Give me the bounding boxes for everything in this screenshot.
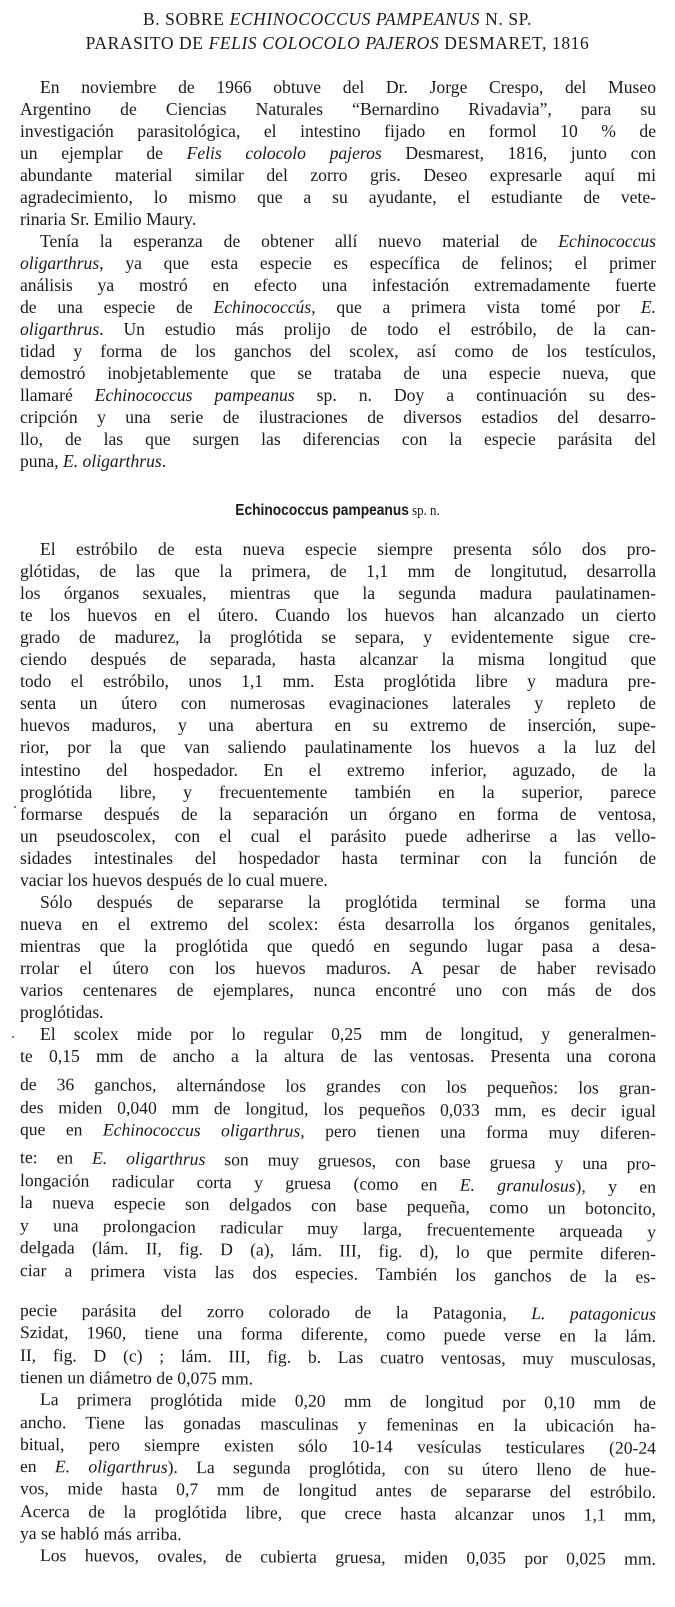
text-line: varios centenares de ejemplares, nunca encontré uno con más de dos [20, 980, 656, 1000]
title-line-2 [0, 33, 675, 54]
text-line: investigación parasitológica, el intestino fijado en formol 10 % de [20, 121, 656, 141]
text-line: bitual, pero siempre existen sólo 10-14 vesículas testiculares (20-24 [19, 1433, 657, 1458]
species-name: oligarthrus [20, 319, 100, 339]
title-text: B. SOBRE [142, 9, 230, 29]
text-line: agradecimiento, lo mismo que a su ayudante, el estudiante de vete- [20, 187, 656, 207]
scan-speck [12, 1036, 14, 1038]
title-line-1 [0, 9, 675, 30]
species-name: Echinococcus [558, 231, 656, 251]
text-run: de una especie de [20, 297, 214, 317]
text-line: ancho. Tiene las gonadas masculinas y femeninas en la ubicación ha- [19, 1411, 657, 1436]
text-run: son muy gruesos, con base gruesa y una pro- [205, 1148, 657, 1174]
text-line: proglótida libre, y frecuentemente también en la superior, parece [20, 781, 656, 802]
text-line: vos, mide hasta 0,7 mm de longitud antes de separarse del estróbilo. [19, 1478, 657, 1503]
text-line: te los huevos en el útero. Cuando los huevos han alcanzado un cierto [20, 605, 656, 626]
species-name: E. granulosus [459, 1174, 576, 1196]
species-name: Felis colocolo pajeros [186, 143, 382, 163]
species-name: oligarthrus [20, 253, 100, 273]
text-run: en [19, 1456, 55, 1477]
text-line [40, 230, 656, 252]
text-line: mientras que la proglótida que quedó en segundo lugar pasa a desa- [20, 935, 656, 956]
text-run: sp. n. Doy a continuación su des- [294, 385, 656, 405]
text-line [20, 252, 656, 274]
text-line: formarse después de la separación un órgano en forma de ventosa, [20, 803, 656, 824]
section-heading [47, 502, 628, 520]
species-name: E. oligarthrus [54, 1456, 168, 1477]
text-run: ). La segunda proglótida, con su útero lleno de hue- [167, 1456, 657, 1480]
text-run: Tenía la esperanza de obtener allí nuevo material de [40, 231, 559, 251]
text-run: un ejemplar de [20, 143, 187, 163]
text-run: llamaré [20, 385, 95, 405]
text-line: ya se habló más arriba. [19, 1523, 182, 1544]
scan-speck [14, 806, 16, 808]
heading-species: Echinococcus pampeanus [235, 502, 409, 519]
text-line: la nueva especie son delgados con base pequeña, como un botoncito, [19, 1192, 657, 1219]
text-line: demostró inobjetablemente que se trataba de una especie nueva, que [20, 363, 656, 383]
text-line: abundante material similar del zorro gris. Deseo expresarle aquí mi [20, 165, 656, 185]
species-name: E. oligarthrus [63, 451, 162, 471]
text-line: II, fig. D (c) ; lám. III, fig. b. Las cuatro ventosas, muy musculosas, [19, 1344, 657, 1369]
text-line: un pseudoscolex, con el cual el parásito puede adherirse a las vello- [20, 825, 656, 846]
heading-suffix: sp. n. [408, 503, 440, 519]
text-line: de 36 ganchos, alternándose los grandes con los pequeños: los gran- [19, 1074, 657, 1098]
title-text: N. SP. [480, 9, 533, 29]
text-run: que en [19, 1119, 103, 1140]
text-line: rinaria Sr. Emilio Maury. [20, 209, 197, 229]
text-line: El estróbilo de esta nueva especie siempre presenta sólo dos pro- [40, 539, 656, 559]
text-line: Los huevos, ovales, de cubierta gruesa, miden 0,035 por 0,025 mm. [39, 1545, 657, 1570]
text-line [20, 1118, 656, 1144]
text-line: te 0,15 mm de ancho a la altura de las ventosas. Presenta una corona [20, 1046, 656, 1067]
text-line: tienen un diámetro de 0,075 mm. [19, 1366, 254, 1389]
title-host-species: FELIS COLOCOLO PAJEROS [208, 33, 440, 53]
text-line: senta un útero con numerosas evaginaciones laterales y repleto de [20, 693, 656, 714]
title-species: ECHINOCOCCUS PAMPEANUS [229, 9, 481, 29]
text-line: análisis ya mostró en efecto una infestación extremadamente fuerte [20, 275, 656, 295]
species-name: E. [640, 297, 656, 317]
text-line [20, 142, 656, 164]
text-run: . Un estudio más prolijo de todo el estróbilo, de la can- [99, 319, 656, 339]
text-line: des miden 0,040 mm de longitud, los pequeños 0,033 mm, es decir igual [19, 1096, 657, 1121]
text-run: , ya que esta especie es específica de felinos; el primer [99, 253, 656, 273]
text-line: En noviembre de 1966 obtuve del Dr. Jorge Crespo, del Museo [40, 77, 656, 97]
text-line [20, 318, 656, 340]
species-name: Echinococcus pampeanus [94, 385, 295, 405]
species-name: Echinococcús [213, 297, 312, 317]
text-run: Desmarest, 1816, junto con [381, 143, 656, 163]
species-name: E. oligarthrus [92, 1147, 206, 1169]
text-line: nueva en el extremo del scolex: ésta desarrolla los órganos genitales, [20, 913, 656, 934]
text-line: intestino del hospedador. En el extremo inferior, aguzado, de la [20, 759, 656, 780]
text-line: todo el estróbilo, unos 1,1 mm. Esta proglótida libre y madura pre- [20, 671, 656, 692]
species-name: Echinococcus oligarthrus [102, 1119, 301, 1141]
text-line: sidades intestinales del hospedador hasta terminar con la función de [20, 847, 656, 868]
text-line: cripción y una serie de ilustraciones de diversos estadios del desarro- [20, 407, 656, 427]
text-line: glótidas, de las que la primera, de 1,1 mm de longitutud, desarrolla [20, 561, 656, 582]
text-line: Szidat, 1960, tiene una forma diferente, como puede verse en la lám. [19, 1322, 657, 1347]
text-run: , que a primera vista tomé por [311, 297, 641, 317]
text-line: proglótidas. [20, 1002, 104, 1023]
text-line [20, 296, 656, 318]
text-line: tidad y forma de los ganchos del scolex, así como de los testículos, [20, 341, 656, 361]
title-text: PARASITO DE [85, 33, 209, 53]
text-line: y una prolongacion radicular muy larga, frecuentemente arqueada y [19, 1214, 657, 1242]
text-run: . [161, 451, 167, 471]
text-line: delgada (lám. II, fig. D (a), lám. III, fig. d), lo que permite diferen- [19, 1237, 657, 1264]
title-text: DESMARET, 1816 [439, 33, 590, 53]
text-line: llo, de las que surgen las diferencias con la especie parásita del [20, 429, 656, 449]
text-line: grado de madurez, la proglótida se separa, y evidentemente sigue cre- [20, 627, 656, 648]
text-line [20, 384, 656, 406]
text-run: pecie parásita del zorro colorado de la Patagonia, [19, 1300, 532, 1324]
text-line: Acerca de la proglótida libre, que crece hasta alcanzar unos 1,1 mm, [19, 1500, 657, 1525]
text-line: rior, por la que van saliendo paulatinamente los huevos a la luz del [20, 737, 656, 758]
text-line: los órganos sexuales, mientras que la segunda madura paulatinamen- [20, 583, 656, 604]
species-name: L. patagonicus [531, 1303, 657, 1324]
text-line: Argentino de Ciencias Naturales “Bernardino Rivadavia”, para su [20, 99, 656, 119]
text-line [20, 450, 656, 472]
text-line: longación radicular corta y gruesa (como en E. granulosus), y en [19, 1169, 657, 1197]
text-line: vaciar los huevos después de lo cual muere. [20, 869, 328, 890]
text-run: puna, [20, 451, 63, 471]
text-line: La primera proglótida mide 0,20 mm de longitud por 0,10 mm de [39, 1389, 657, 1413]
text-line: rrolar el útero con los huevos maduros. A pesar de haber revisado [20, 957, 656, 978]
text-line: ciar a primera vista las dos especies. También los ganchos de la es- [19, 1259, 657, 1287]
text-line: El scolex mide por lo regular 0,25 mm de longitud, y generalmen- [40, 1024, 656, 1045]
text-line: huevos maduros, y una abertura en su extremo de inserción, supe- [20, 715, 656, 736]
text-line: ciendo después de separada, hasta alcanzar la misma longitud que [20, 649, 656, 670]
text-run: te: en [19, 1147, 93, 1168]
text-line: Sólo después de separarse la proglótida terminal se forma una [40, 891, 656, 912]
text-run: , pero tienen una forma muy diferen- [300, 1120, 657, 1143]
